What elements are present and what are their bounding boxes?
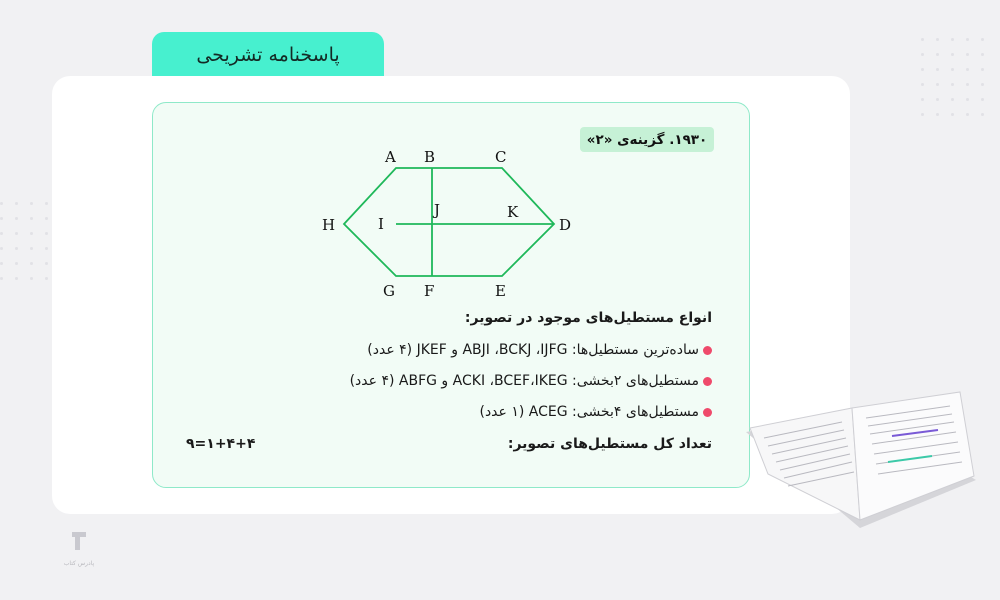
decorative-dot [966, 68, 969, 71]
bullet-dot-icon [703, 346, 712, 355]
decorative-dot [15, 202, 18, 205]
brand-name: پادرس کتاب [63, 560, 95, 567]
decorative-dot [15, 262, 18, 265]
point-label-d: D [559, 216, 572, 234]
decorative-dot [936, 38, 939, 41]
decorative-dot [966, 83, 969, 86]
rectangle-diagram [310, 138, 590, 303]
decorative-dot [0, 247, 3, 250]
decorative-dot [981, 38, 984, 41]
decorative-dot [15, 217, 18, 220]
hexagon-outline [344, 168, 554, 276]
decorative-dot [981, 98, 984, 101]
decorative-dot [921, 83, 924, 86]
point-label-k: K [507, 203, 519, 221]
decorative-dot [45, 277, 48, 280]
decorative-dot [966, 38, 969, 41]
point-label-c: C [495, 148, 507, 166]
decorative-dot [951, 98, 954, 101]
decorative-dot [30, 217, 33, 220]
decorative-dot [0, 277, 3, 280]
decorative-dot [951, 53, 954, 56]
decorative-dot [966, 113, 969, 116]
point-label-g: G [383, 282, 395, 300]
brand-mark-icon [69, 528, 89, 554]
list-item [367, 342, 712, 358]
list-item [350, 373, 712, 389]
point-label-i: I [378, 215, 384, 233]
decorative-dot [936, 113, 939, 116]
decorative-dot [0, 217, 3, 220]
decorative-dot [936, 68, 939, 71]
answer-sheet-tab [152, 32, 384, 78]
point-label-j: J [434, 201, 441, 219]
decorative-dot [936, 98, 939, 101]
question-number-label: ۱۹۳۰. گزینه‌ی «۲» [586, 131, 708, 148]
dot-grid-left [0, 202, 48, 280]
decorative-dot [936, 53, 939, 56]
bullet-dot-icon [703, 377, 712, 386]
decorative-dot [15, 247, 18, 250]
total-label: تعداد کل مستطیل‌های تصویر: [507, 436, 712, 452]
bullet-dot-icon [703, 408, 712, 417]
decorative-dot [936, 83, 939, 86]
point-label-h: H [322, 216, 336, 234]
decorative-dot [921, 98, 924, 101]
list-item-text: مستطیل‌های ۲بخشی: ACKI ،BCEF،IKEG و ABFG (۴ عدد) [349, 373, 699, 389]
decorative-dot [921, 53, 924, 56]
decorative-dot [981, 53, 984, 56]
decorative-dot [30, 262, 33, 265]
decorative-dot [45, 217, 48, 220]
decorative-dot [981, 68, 984, 71]
decorative-dot [45, 262, 48, 265]
decorative-dot [30, 232, 33, 235]
decorative-dot [981, 113, 984, 116]
list-item-text: ساده‌ترین مستطیل‌ها: ABJI ،BCKJ ،IJFG و JKEF (۴ عدد) [367, 342, 699, 358]
decorative-dot [921, 68, 924, 71]
point-label-e: E [495, 282, 506, 300]
decorative-dot [15, 277, 18, 280]
decorative-dot [966, 98, 969, 101]
decorative-dot [30, 277, 33, 280]
decorative-dot [921, 38, 924, 41]
decorative-dot [981, 83, 984, 86]
decorative-dot [966, 53, 969, 56]
decorative-dot [45, 202, 48, 205]
decorative-dot [951, 83, 954, 86]
dot-grid-right [921, 38, 984, 116]
point-label-f: F [424, 282, 435, 300]
decorative-dot [0, 262, 3, 265]
decorative-dot [921, 113, 924, 116]
point-label-b: B [424, 148, 436, 166]
decorative-dot [951, 113, 954, 116]
total-value: ۹=۱+۴+۴ [186, 436, 256, 452]
question-number-badge [580, 127, 714, 152]
decorative-dot [30, 247, 33, 250]
list-item-text: مستطیل‌های ۴بخشی: ACEG (۱ عدد) [479, 404, 699, 420]
rectangles-heading: انواع مستطیل‌های موجود در تصویر: [464, 310, 712, 326]
decorative-dot [951, 68, 954, 71]
brand-logo [58, 528, 100, 567]
decorative-dot [30, 202, 33, 205]
decorative-dot [15, 232, 18, 235]
decorative-dot [951, 38, 954, 41]
decorative-dot [0, 232, 3, 235]
decorative-dot [45, 232, 48, 235]
answer-sheet-title: پاسخنامه تشریحی [196, 44, 340, 66]
open-book-illustration [742, 388, 980, 558]
decorative-dot [0, 202, 3, 205]
decorative-dot [45, 247, 48, 250]
point-label-a: A [385, 148, 396, 166]
list-item [479, 404, 712, 420]
